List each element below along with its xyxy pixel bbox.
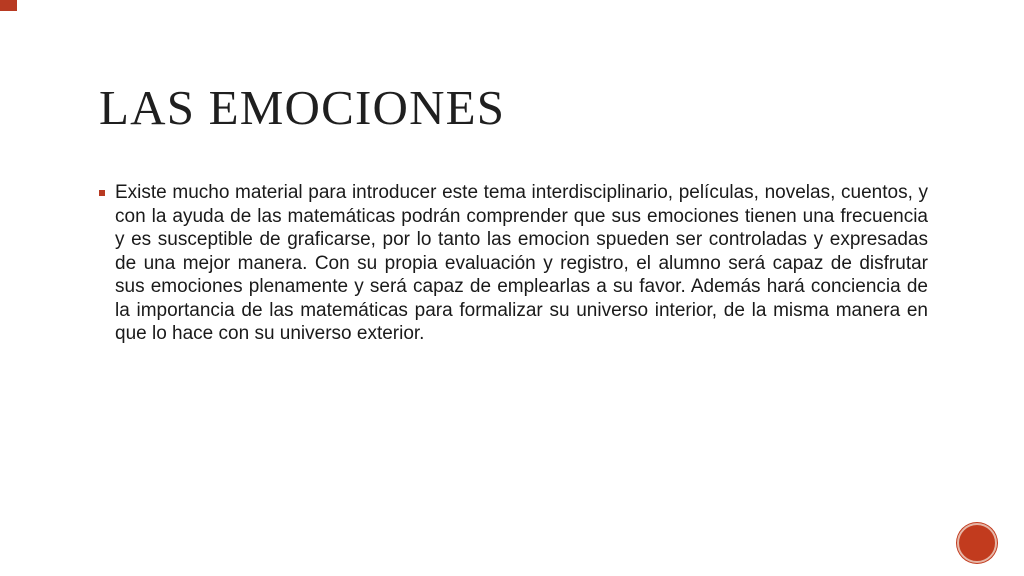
corner-accent-bar: [0, 0, 17, 11]
slide-content: [99, 181, 928, 346]
slide-title: LAS EMOCIONES: [99, 80, 506, 135]
page-number-badge: [957, 523, 997, 563]
body-paragraph: Existe mucho material para introducer este tema interdisciplinario, películas, novelas, cuentos, y con la ayuda de las matemáticas podrán comprender que sus emociones tienen una frecuencia y es susceptible de graficarse, por lo tanto las emocion spueden ser controladas y expresadas de una mejor manera. Con su propia evaluación y registro, el alumno será capaz de disfrutar sus emociones plenamente y será capaz de emplearlas a su favor. Además hará conciencia de la importancia de las matemáticas para formalizar su universo interior, de la misma manera en que lo hace con su universo exterior.: [115, 182, 928, 344]
square-bullet-icon: [99, 190, 105, 196]
